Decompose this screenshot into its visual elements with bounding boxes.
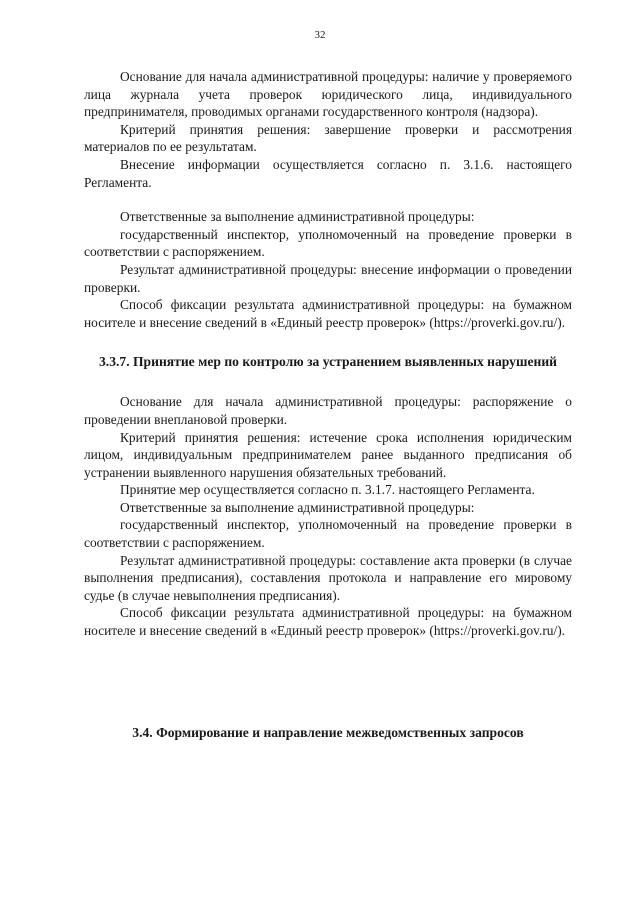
paragraph-337-inspector: государственный инспектор, уполномоченный на проведение проверки в соответствии с распоряжением.	[84, 517, 572, 551]
paragraph-recording-method: Способ фиксации результата административной процедуры: на бумажном носителе и внесение сведений в «Единый реестр проверок» (https://proverki.gov.ru/).	[84, 297, 572, 330]
section-heading-3-3-7: 3.3.7. Принятие мер по контролю за устранением выявленных нарушений	[99, 354, 557, 370]
paragraph-inspector: государственный инспектор, уполномоченный на проведение проверки в соответствии с распоряжением.	[84, 226, 572, 260]
paragraph-result: Результат административной процедуры: внесение информации о проведении проверки.	[84, 261, 572, 295]
section-heading-3-4: 3.4. Формирование и направление межведомственных запросов	[132, 724, 524, 740]
paragraph-337-measures: Принятие мер осуществляется согласно п. 3.1.7. настоящего Регламента.	[120, 482, 535, 498]
paragraph-basis: Основание для начала административной процедуры: наличие у проверяемого лица журнала учета проверок юридического лица, индивидуального предпринимателя, проводимых органами государственного контроля (надзора).	[84, 69, 572, 120]
paragraph-337-recording-method: Способ фиксации результата административной процедуры: на бумажном носителе и внесение сведений в «Единый реестр проверок» (https://proverki.gov.ru/).	[84, 605, 572, 639]
paragraph-337-result: Результат административной процедуры: составление акта проверки (в случае выполнения предписания), составления протокола и направление его мировому судье (в случае невыполнения предписания).	[84, 552, 572, 603]
paragraph-337-basis: Основание для начала административной процедуры: распоряжение о проведении внеплановой проверки.	[84, 394, 572, 427]
paragraph-criterion: Критерий принятия решения: завершение проверки и рассмотрения материалов по ее результатам.	[84, 121, 572, 155]
paragraph-info-entry: Внесение информации осуществляется согласно п. 3.1.6. настоящего Регламента.	[84, 156, 572, 190]
page-content	[84, 68, 572, 742]
paragraph-337-responsible: Ответственные за выполнение административной процедуры:	[120, 499, 475, 515]
page-number: 32	[314, 29, 326, 41]
paragraph-337-criterion: Критерий принятия решения: истечение срока исполнения юридическим лицом, индивидуальным предпринимателем ранее выданного предписания об устранении выявленного нарушения обязательных требований.	[84, 429, 572, 480]
paragraph-responsible: Ответственные за выполнение административной процедуры:	[120, 209, 475, 225]
